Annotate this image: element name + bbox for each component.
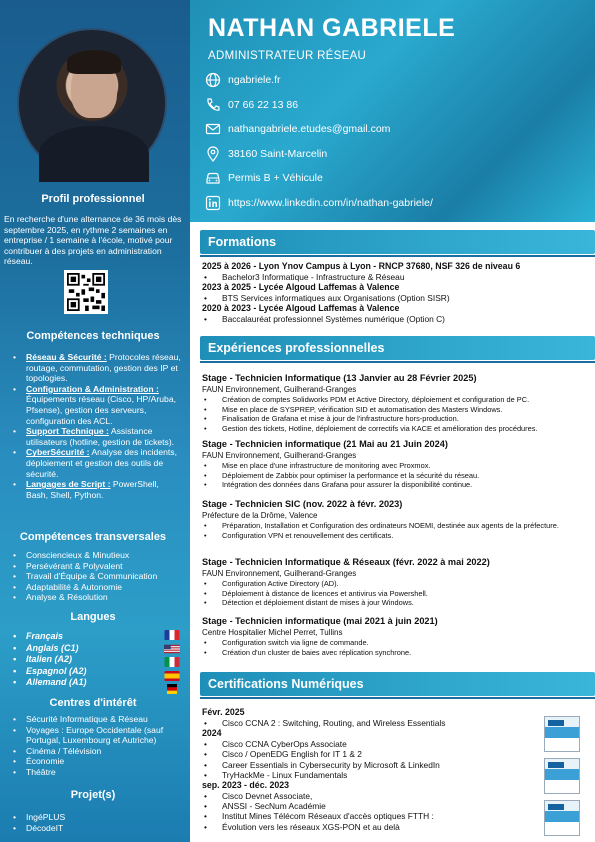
contact-linkedin[interactable] <box>204 191 433 216</box>
soft-skills-title: Compétences transversales <box>19 531 167 543</box>
experience-block <box>202 499 592 540</box>
tech-skill-text: Protocoles réseau, routage, commutation, gestion des IP et topologies. <box>26 352 181 384</box>
tech-skills-title: Compétences techniques <box>26 330 160 342</box>
experience-block <box>202 616 592 657</box>
profile-title: Profil professionnel <box>41 193 145 205</box>
cert-item: • Cisco Devnet Associate, <box>202 791 592 801</box>
experience-head: Stage - Technicien Informatique (13 Janvier au 28 Février 2025) <box>202 373 477 383</box>
experience-bullet: • Mise en place de SYSPREP, vérification SID et automatisation des Masters Windows. <box>202 405 592 415</box>
tech-skill-item <box>10 426 182 447</box>
experience-bullet: • Configuration Active Directory (AD). <box>202 579 592 589</box>
tech-skill-text: PowerShell, Bash, Shell, Python. <box>26 479 159 500</box>
experience-bullet: • Préparation, Installation et Configuration des ordinateurs NOEMI, destinée aux agents de la préfecture. <box>202 521 592 531</box>
experience-head: Stage - Technicien SIC (nov. 2022 à févr. 2023) <box>202 499 403 509</box>
interest-item: • Sécurité Informatique & Réseau <box>10 714 182 725</box>
certifications-section-title: Certifications Numériques <box>200 672 595 696</box>
tech-skill-label: CyberSécurité : <box>26 447 90 458</box>
certification-badge-icon[interactable] <box>544 800 580 836</box>
contact-list <box>204 68 433 215</box>
experience-org: FAUN Environnement, Guilherand-Granges <box>202 451 357 460</box>
certification-badge-icon[interactable] <box>544 758 580 794</box>
experience-org: FAUN Environnement, Guilherand-Granges <box>202 385 357 394</box>
contact-linkedin-text: https://www.linkedin.com/in/nathan-gabriele/ <box>228 196 433 209</box>
italy-flag-icon <box>164 657 180 667</box>
globe-icon <box>204 71 222 89</box>
experience-org: Préfecture de la Drôme, Valence <box>202 511 318 520</box>
project-item: • DécodeIT <box>10 823 182 834</box>
flags-column <box>164 630 180 698</box>
contact-phone[interactable] <box>204 93 433 118</box>
soft-skill-item: • Consciencieux & Minutieux <box>10 550 182 561</box>
interests-title: Centres d'intérêt <box>49 697 137 709</box>
location-icon <box>204 145 222 163</box>
soft-skill-item: • Adaptabilité & Autonomie <box>10 582 182 593</box>
language-item: • Espagnol (A2) <box>10 666 182 678</box>
cert-item: • TryHackMe - Linux Fundamentals <box>202 770 592 780</box>
experience-org: Centre Hospitalier Michel Perret, Tullins <box>202 628 343 637</box>
candidate-role: ADMINISTRATEUR RÉSEAU <box>208 50 367 62</box>
tech-skill-label: Support Technique : <box>26 426 109 437</box>
tech-skill-item <box>10 479 182 500</box>
contact-email-text: nathangabriele.etudes@gmail.com <box>228 123 391 136</box>
experience-bullet: • Détection et déploiement distant de mises à jour Windows. <box>202 598 592 608</box>
experience-block <box>202 557 592 608</box>
soft-skills-list <box>10 550 182 603</box>
formation-head: 2025 à 2026 - Lyon Ynov Campus à Lyon - RNCP 37680, NSF 326 de niveau 6 <box>202 261 521 271</box>
sidebar <box>0 0 190 842</box>
experience-block <box>202 439 592 490</box>
languages-title: Langues <box>70 611 116 623</box>
car-icon <box>204 169 222 187</box>
contact-email[interactable] <box>204 117 433 142</box>
projects-list <box>10 812 182 833</box>
photo-hair-shape <box>67 50 121 74</box>
tech-skill-text: Assistance utilisateurs (hotline, gestion de tickets). <box>26 426 175 447</box>
experience-bullet: • Configuration switch via ligne de commande. <box>202 638 592 648</box>
tech-skill-label: Configuration & Administration : <box>26 383 159 394</box>
contact-license-text: Permis B + Véhicule <box>228 172 323 185</box>
cert-item: • Cisco CCNA CyberOps Associate <box>202 739 592 749</box>
cert-year: sep. 2023 - déc. 2023 <box>202 780 290 791</box>
language-item: • Italien (A2) <box>10 654 182 666</box>
contact-license <box>204 166 433 191</box>
experience-bullet: • Configuration VPN et renouvellement des certificats. <box>202 531 592 541</box>
experience-bullet: • Déploiement de Zabbix pour optimiser la performance et la sécurité du réseau. <box>202 471 592 481</box>
contact-website[interactable] <box>204 68 433 93</box>
contact-location <box>204 142 433 167</box>
formation-head: 2020 à 2023 - Lycée Algoud Laffemas à Valence <box>202 303 400 314</box>
formation-detail: • Baccalauréat professionnel Systèmes numérique (Option C) <box>202 314 592 324</box>
cert-item: • Career Essentials in Cybersecurity by Microsoft & LinkedIn <box>202 760 592 770</box>
experience-bullet: • Création de comptes Solidworks PDM et Active Directory, déploiement et configuration de PC. <box>202 395 592 405</box>
experience-bullet: • Intégration des données dans Grafana pour assurer la disponibilité continue. <box>202 480 592 490</box>
contact-location-text: 38160 Saint-Marcelin <box>228 147 328 160</box>
qr-code-icon[interactable] <box>64 270 108 314</box>
experience-head: Stage - Technicien Informatique & Réseaux (févr. 2022 à mai 2022) <box>202 557 490 567</box>
cert-item: • Institut Mines Télécom Réseaux d'accès optiques FTTH : <box>202 811 592 821</box>
soft-skill-item: • Persévérant & Polyvalent <box>10 561 182 572</box>
experience-bullet: • Finalisation de Grafana et mise à jour de l'infrastructure hors-production. <box>202 414 592 424</box>
cert-item: • Cisco CCNA 2 : Switching, Routing, and Wireless Essentials <box>202 718 592 728</box>
cert-year: 2024 <box>202 728 222 739</box>
experience-head: Stage - Technicien informatique (mai 2021 à juin 2021) <box>202 616 438 626</box>
tech-skills-list <box>10 352 182 500</box>
soft-skill-item: • Analyse & Résolution <box>10 592 182 603</box>
languages-list <box>10 631 182 689</box>
interest-item: • Voyages : Europe Occidentale (sauf Portugal, Luxembourg et Autriche) <box>10 725 182 746</box>
cert-item: • ANSSI - SecNum Académie <box>202 801 592 811</box>
formations-block <box>202 261 592 325</box>
formation-detail: • Bachelor3 Informatique - Infrastructure & Réseau <box>202 272 592 282</box>
tech-skill-label: Langages de Script : <box>26 479 111 490</box>
linkedin-icon <box>204 194 222 212</box>
candidate-name: NATHAN GABRIELE <box>208 14 456 42</box>
contact-website-text: ngabriele.fr <box>228 74 281 87</box>
cert-year: Févr. 2025 <box>202 707 245 717</box>
experience-bullet: • Gestion des tickets, Hotline, déploiement de correctifs via KACE et amélioration des procédures. <box>202 424 592 434</box>
tech-skill-label: Réseau & Sécurité : <box>26 352 107 362</box>
formation-head: 2023 à 2025 - Lycée Algoud Laffemas à Valence <box>202 282 400 293</box>
formation-detail: • BTS Services informatiques aux Organisations (Option SISR) <box>202 293 592 303</box>
formations-section-title: Formations <box>200 230 595 254</box>
profile-text: En recherche d'une alternance de 36 mois dès septembre 2025, en rythme 2 semaines en entreprise / 1 semaine à l'école, motivé pour contribuer à des projets en administration réseau. <box>4 214 182 267</box>
interest-item: • Économie <box>10 756 182 767</box>
certification-badge-icon[interactable] <box>544 716 580 752</box>
qr-code-graphic <box>67 273 105 311</box>
language-item: • Allemand (A1) <box>10 677 182 689</box>
certifications-block <box>202 707 592 832</box>
photo-body-shape <box>39 126 149 182</box>
experience-block <box>202 373 592 433</box>
experiences-section-title: Expériences professionnelles <box>200 336 595 360</box>
usa-flag-icon <box>164 644 180 654</box>
phone-icon <box>204 96 222 114</box>
experience-bullet: • Création d'un cluster de baies avec réplication synchrone. <box>202 648 592 658</box>
experience-head: Stage - Technicien informatique (21 Mai au 21 Juin 2024) <box>202 439 448 449</box>
cert-item: • Évolution vers les réseaux XGS-PON et au delà <box>202 822 592 832</box>
project-item: • IngéPLUS <box>10 812 182 823</box>
spain-flag-icon <box>164 671 180 681</box>
contact-phone-text: 07 66 22 13 86 <box>228 98 299 111</box>
tech-skill-item <box>10 352 182 384</box>
language-item: • Anglais (C1) <box>10 643 182 655</box>
germany-flag-icon <box>164 684 180 694</box>
experience-bullet: • Déploiement à distance de licences et antivirus via Powershell. <box>202 589 592 599</box>
experience-bullet: • Mise en place d'une infrastructure de monitoring avec Proxmox. <box>202 461 592 471</box>
interest-item: • Cinéma / Télévision <box>10 746 182 757</box>
tech-skill-item <box>10 384 182 426</box>
tech-skill-item <box>10 447 182 479</box>
tech-skill-text: Analyse des incidents, déploiement et gestion des outils de sécurité. <box>26 447 177 479</box>
profile-photo <box>17 28 167 178</box>
interests-list <box>10 714 182 778</box>
cert-item: • Cisco / OpenEDG English for IT 1 & 2 <box>202 749 592 759</box>
experience-org: FAUN Environnement, Guilherand-Granges <box>202 569 357 578</box>
soft-skill-item: • Travail d'Équipe & Communication <box>10 571 182 582</box>
mail-icon <box>204 120 222 138</box>
projects-title: Projet(s) <box>70 789 116 801</box>
tech-skill-text: Équipements réseau (Cisco, HP/Aruba, Pfsense), gestion des serveurs, configuration des ACL. <box>26 394 176 426</box>
language-item: • Français <box>10 631 182 643</box>
france-flag-icon <box>164 630 180 640</box>
interest-item: • Théâtre <box>10 767 182 778</box>
